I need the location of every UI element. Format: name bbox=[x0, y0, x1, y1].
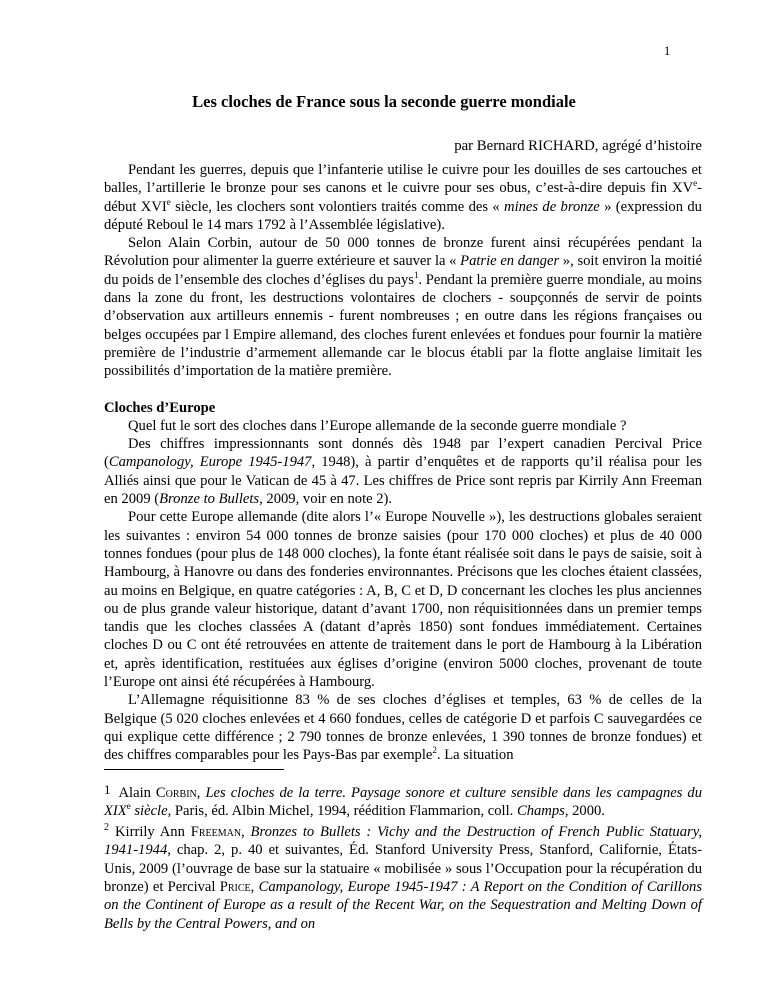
footnotes bbox=[104, 781, 702, 935]
footnote-ref-2[interactable]: 2 bbox=[432, 745, 437, 756]
paragraph-europe: Pour cette Europe allemande (dite alors l’« Europe Nouvelle »), les destructions globales seraient les suivantes : environ 54 000 tonnes de bronze saisies (pour 170 000 cloches) et plus de 40 000 tonnes fondues (pour plus de 148 000 cloches), la fonte étant réalisée soit dans le pays de saisie, soit à Hambourg, à Hanovre ou dans des fonderies environnantes. Précisons que les cloches étaient classées, au moins en Belgique, en quatre catégories : A, B, C et D, D concernant les cloches les plus anciennes ou de plus grande valeur historique, datant d’avant 1700, non réquisitionnées dans un premier temps tandis que les cloches classées A (datant d’après 1850) sont fondues immédiatement. Certaines cloches D ou C ont été retrouvées en attente de traitement dans le port de Hambourg à la Libération et, après identification, restituées aux églises d’origine (environ 5000 cloches, provenant de toute l’Europe ont ainsi été récupérées à Hambourg. bbox=[104, 509, 702, 691]
paragraph-allemagne: L’Allemagne réquisitionne 83 % de ses cloches d’églises et temples, 63 % de celles de la Belgique (5 020 cloches enlevées et 4 660 fondues, celles de catégorie D et parfois C sauvegardées ce qui explique cette différence ; 2 790 tonnes de bronze enlevées, 1 390 tonnes de bronze fondues) et des chiffres comparables pour les Pays-Bas par exemple$^2$. La situation bbox=[104, 692, 702, 764]
footnote-ref-1[interactable]: 1 bbox=[413, 269, 419, 280]
paragraph-price: Des chiffres impressionnants sont donnés dès 1948 par l’expert canadien Percival Price (Campanology, Europe 1945-1947, 1948), à partir d’enquêtes et de rapports qu’il réalisa pour les Alliés ainsi que pour le Vatican de 45 à 47. Les chiffres de Price sont repris par Kirrily Ann Freeman en 2009 (Bronze to Bullets, 2009, voir en note 2). bbox=[104, 436, 702, 508]
footnote-separator bbox=[104, 769, 284, 770]
footnote-2: $^2$ Kirrily Ann Freeman, Bronzes to Bullets : Vichy and the Destruction of French Public Statuary, 1941-1944, chap. 2, p. 40 et suivantes, Éd. Stanford University Press, Stanford, Californie, États-Unis, 2009 (l’ouvrage de base sur la statuaire « mobilisée » sous l’Occupation pour la récupération du bronze) et Percival Price, Campanology, Europe 1945-1947 : A Report on the Condition of Carillons on the Continent of Europe as a result of the Recent War, on the Sequestration and Melting Down of Bells by the Central Powers, and on bbox=[104, 821, 703, 932]
paragraph-question: Quel fut le sort des cloches dans l’Europe allemande de la seconde guerre mondiale ? bbox=[128, 417, 627, 434]
article-body bbox=[104, 161, 702, 765]
document-title: Les cloches de France sous la seconde guerre mondiale bbox=[192, 92, 576, 111]
paragraph-corbin: Selon Alain Corbin, autour de 50 000 tonnes de bronze furent ainsi récupérées pendant la Révolution pour alimenter la guerre extérieure et sauver la « Patrie en danger », soit environ la moitié du poids de l’ensemble des cloches d’églises du pays$^1$. Pendant la première guerre mondiale, au moins dans la zone du front, les destructions volontaires de clochers - soupçonnés de servir de points d’observation aux artilleurs ennemis - furent nombreuses ; en outre dans les régions françaises ou belges occupées par l Empire allemand, des cloches furent enlevées et fondues pour fournir la matière première de l’industrie d’armement allemande car le blocus établi par la flotte anglaise limitait les possibilités d’importation de la matière première. bbox=[104, 235, 702, 380]
author-byline: par Bernard RICHARD, agrégé d’histoire bbox=[454, 138, 702, 154]
page-number: 1 bbox=[664, 44, 671, 58]
footnote-1: 1 Alain Corbin, Les cloches de la terre. Paysage sonore et culture sensible dans les campagnes du XIXe siècle, Paris, éd. Albin Michel, 1994, réédition Flammarion, coll. Champs, 2000. bbox=[104, 782, 702, 820]
paragraph-intro: Pendant les guerres, depuis que l’infanterie utilise le cuivre pour les douilles de ses cartouches et balles, l’artillerie le bronze pour ses canons et le cuivre pour ses obus, c’est-à-dire depuis fin XVe-début XVIe siècle, les clochers sont volontiers traités comme des « mines de bronze » (expression du député Reboul le 14 mars 1792 à l’Assemblée législative). bbox=[104, 162, 702, 233]
section-heading: Cloches d’Europe bbox=[104, 399, 216, 416]
